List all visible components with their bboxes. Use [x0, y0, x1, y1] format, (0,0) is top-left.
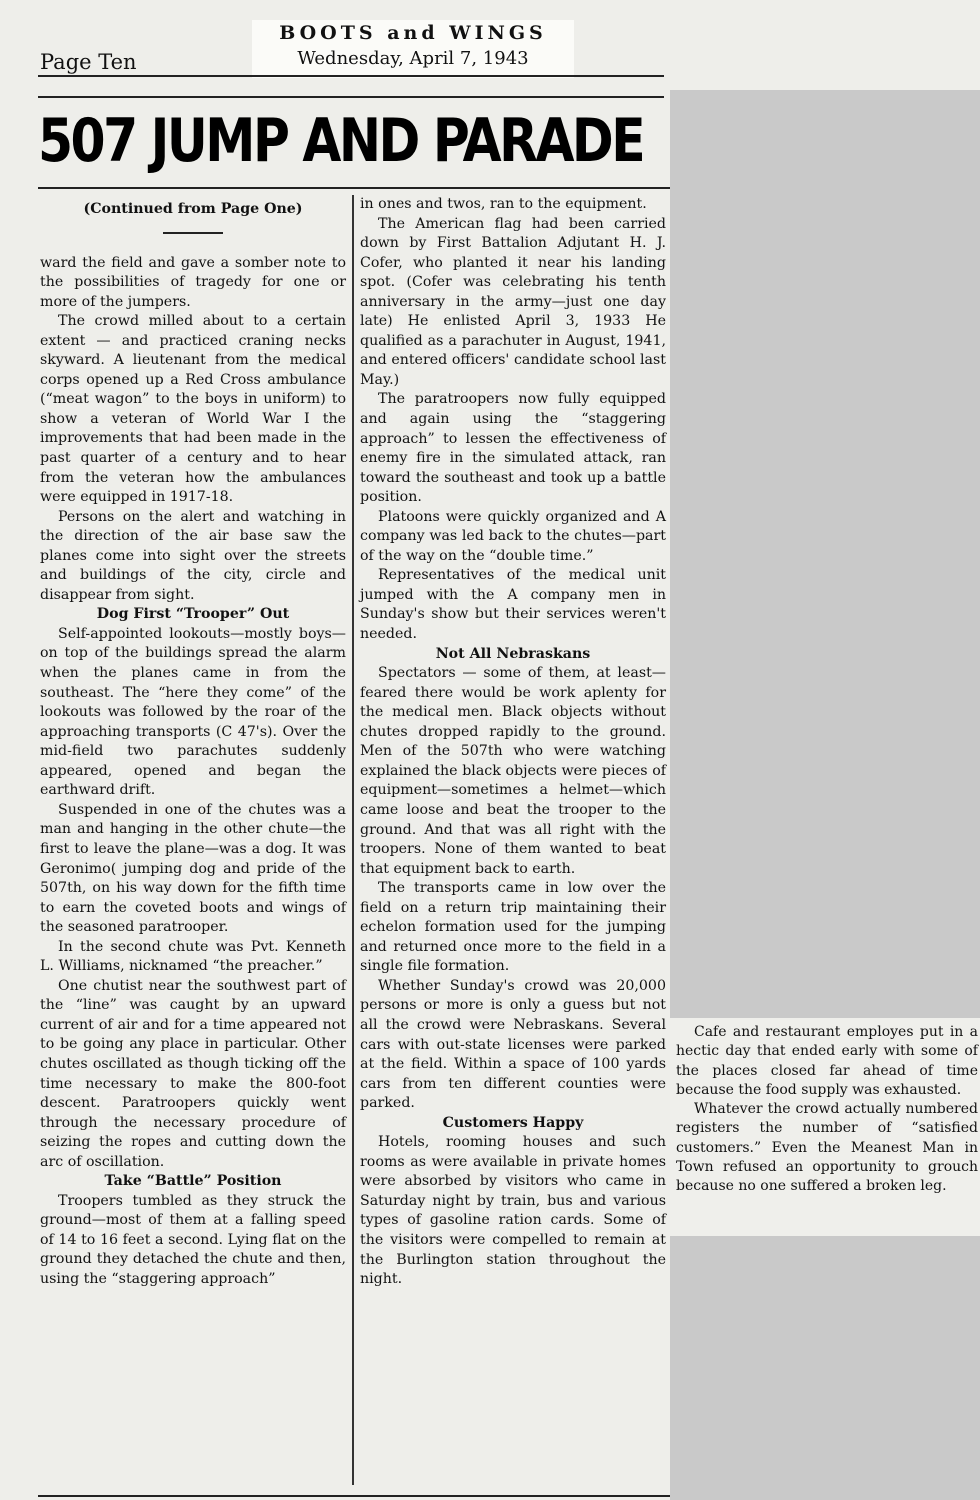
paragraph: Troopers tumbled as they struck the ground—most of them at a falling speed of 14 to 16 feet a second. Lying flat on the ground they detached the chute and then, using the “staggering approach”: [40, 1192, 346, 1287]
paper-name: BOOTS and WINGS: [279, 22, 547, 44]
paragraph: Whether Sunday's crowd was 20,000 persons or more is only a guess but not all the crowd were Nebraskans. Several cars with out-state licenses were parked at the field. Within a space of 100 yards cars from ten different counties were parked.: [360, 977, 666, 1112]
paragraph: In the second chute was Pvt. Kenneth L. Williams, nicknamed “the preacher.”: [40, 938, 346, 975]
masthead: [252, 20, 574, 78]
article-column-1: [40, 198, 346, 1290]
subheading: Customers Happy: [442, 1114, 584, 1131]
headline: 507 JUMP AND PARADE: [38, 106, 644, 176]
page-number: Page Ten: [40, 50, 137, 74]
paragraph: The crowd milled about to a certain extent — and practiced craning necks skyward. A lieutenant from the medical corps opened up a Red Cross ambulance (“meat wagon” to the boys in uniform) to show a veteran of World War I the improvements that had been made in the past quarter of a century and to hear from the veteran how the ambulances were equipped in 1917-18.: [40, 313, 346, 506]
footer-rule: [38, 1495, 670, 1497]
paragraph: Platoons were quickly organized and A company was led back to the chutes—part of the way on the “double time.”: [360, 508, 666, 564]
paragraph: Persons on the alert and watching in the direction of the air base saw the planes come into sight over the streets and buildings of the city, circle and disappear from sight.: [40, 508, 346, 603]
header-rule-bottom: [38, 96, 664, 98]
short-divider: [163, 232, 223, 234]
subheading: Dog First “Trooper” Out: [96, 606, 290, 623]
paragraph: The transports came in low over the field on a return trip maintaining their echelon formation used for the jumping and returned once more to the field in a single file formation.: [360, 880, 666, 975]
article-column-2: [360, 195, 666, 1290]
paragraph: Cafe and restaurant employes put in a hectic day that ended early with some of the places closed far ahead of time because the food supply was exhausted.: [676, 1024, 978, 1098]
paragraph: The paratroopers now fully equipped and again using the “staggering approach” to lessen the effectiveness of enemy fire in the simulated attack, ran toward the southeast and took up a battle position.: [360, 391, 666, 506]
paragraph: Suspended in one of the chutes was a man and hanging in the other chute—the first to leave the plane—was a dog. It was Geronimo( jumping dog and pride of the 507th, on his way down for the fifth time to earn the coveted boots and wings of the seasoned paratrooper.: [40, 801, 346, 936]
headline-rule: [38, 187, 670, 189]
paragraph: Whatever the crowd actually numbered registers the number of “satisfied customers.” Even the Meanest Man in Town refused an opportunity to grouch because no one suffered a broken leg.: [676, 1101, 978, 1195]
paragraph: Hotels, rooming houses and such rooms as were available in private homes were absorbed by visitors who came in Saturday night by train, bus and various types of gasoline ration cards. Some of the visitors were compelled to remain at the Burlington station throughout the night.: [360, 1134, 666, 1288]
paragraph: in ones and twos, ran to the equipment.: [360, 196, 647, 212]
header-rule-top: [38, 75, 664, 77]
paragraph: Spectators — some of them, at least—feared there would be work aplenty for the medical men. Black objects without chutes dropped rapidly to the ground. Men of the 507th who were watching explained the black objects were pieces of equipment—sometimes a helmet—which came loose and beat the trooper to the ground. And that was all right with the troopers. None of them wanted to beat that equipment back to earth.: [360, 665, 666, 877]
continued-note: (Continued from Page One): [83, 201, 303, 217]
issue-date: Wednesday, April 7, 1943: [297, 48, 529, 69]
article-column-3: [676, 1023, 978, 1197]
paragraph: Self-appointed lookouts—mostly boys—on top of the buildings spread the alarm when the planes came in from the southeast. The “here they come” of the lookouts was followed by the roar of the approaching transports (C 47's). Over the mid-field two parachutes suddenly appeared, opened and began the earthward drift.: [40, 625, 346, 799]
column-divider: [352, 195, 354, 1485]
subheading: Not All Nebraskans: [435, 645, 591, 662]
paragraph: ward the field and gave a somber note to the possibilities of tragedy for one or more of the jumpers.: [40, 254, 346, 310]
paragraph: The American flag had been carried down by First Battalion Adjutant H. J. Cofer, who planted it near his landing spot. (Cofer was celebrating his tenth anniversary in the army—just one day late) He enlisted April 3, 1933 He qualified as a parachuter in August, 1941, and entered officers' candidate school last May.): [360, 215, 666, 388]
paragraph: One chutist near the southwest part of the “line” was caught by an upward current of air and for a time appeared not to be going any place in particular. Other chutes oscillated as though ticking off the time necessary to make the 800-foot descent. Paratroopers quickly went through the necessary procedure of seizing the ropes and cutting down the arc of oscillation.: [40, 977, 346, 1170]
paper-margin-top: [670, 0, 980, 90]
paragraph: Representatives of the medical unit jumped with the A company men in Sunday's show but their services weren't needed.: [360, 567, 666, 643]
subheading: Take “Battle” Position: [104, 1173, 282, 1190]
